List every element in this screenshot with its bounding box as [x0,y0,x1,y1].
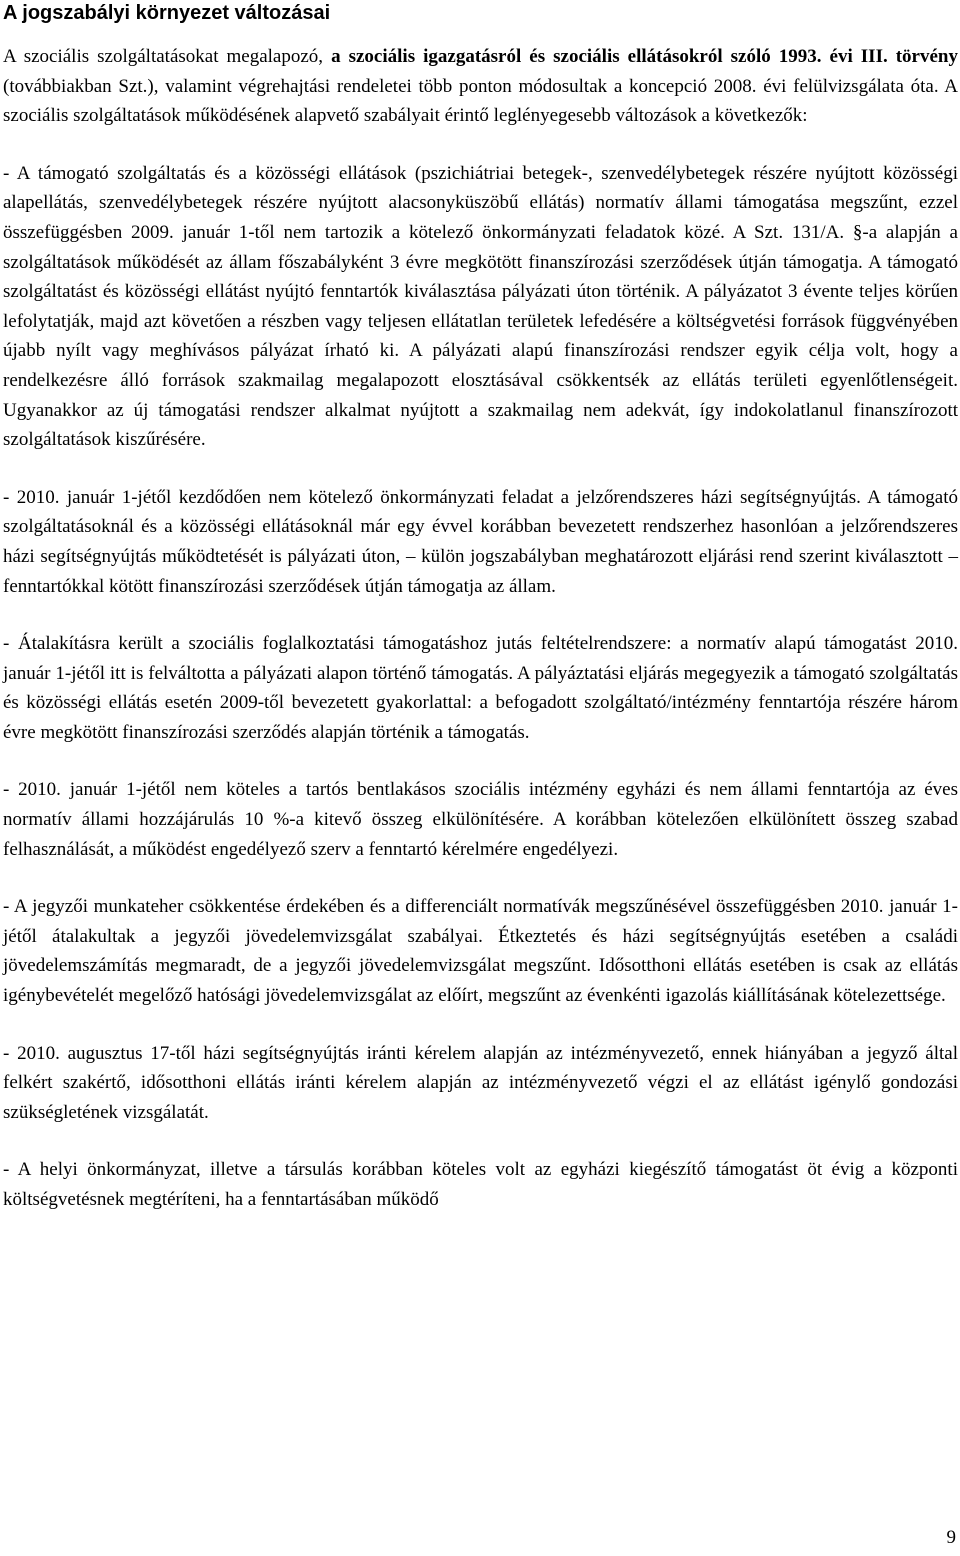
intro-law-title: a szociális igazgatásról és szociális ellátásokról szóló 1993. évi III. törvény [331,46,958,67]
document-page [3,0,958,1215]
change-item-signal-system: - 2010. január 1-jétől kezdődően nem kötelező önkormányzati feladat a jelzőrendszeres házi segítségnyújtás. A támogató szolgáltatásoknál és a közösségi ellátásoknál már egy évvel korábban bevezetett rendszerhez hasonlóan a jelzőrendszeres házi segítségnyújtás működtetését is pályázati úton, – külön jogszabályban meghatározott eljárási rend szerint kiválasztott – fenntartókkal kötött finanszírozási szerződések útján támogatja az állam. [3,486,958,597]
change-item-income-assessment: - A jegyzői munkateher csökkentése érdekében és a differenciált normatívák megszűnésével összefüggésben 2010. január 1-jétől átalakultak a jegyzői jövedelemvizsgálat szabályai. Étkeztetés és házi segítségnyújtás esetében a családi jövedelemszámítás megmaradt, de a jegyzői jövedelemvizsgálat megszűnt. Idősotthoni ellátás esetében is csak az ellátás igénybevételét megelőző hatósági jövedelemvizsgálat az előírt, megszűnt az évenkénti igazolás kiállításának kötelezettsége. [3,896,958,1007]
change-item-church-support: - A helyi önkormányzat, illetve a társulás korábban köteles volt az egyházi kiegészítő támogatást öt évig a központi költségvetésnek megtéríteni, ha a fenntartásában működő [3,1159,958,1210]
change-item-social-employment: - Átalakításra került a szociális foglalkoztatási támogatáshoz jutás feltételrendszere: a normatív alapú támogatást 2010. január 1-jétől itt is felváltotta a pályázati alapon történő támogatás. A pályáztatási eljárás megegyezik a támogató szolgáltatás és közösségi ellátás esetén 2009-től bevezetett gyakorlattal: a befogadott szolgáltató/intézmény fenntartója részére három évre megkötött finanszírozási szerződés alapján történik a támogatás. [3,633,958,743]
change-item-residential-institutions: - 2010. január 1-jétől nem köteles a tartós bentlakásos szociális intézmény egyházi és nem állami fenntartója az éves normatív állami hozzájárulás 10 %-a kitevő összeg elkülönítésére. A korábban kötelezően elkülönített összeg szabad felhasználását, a működést engedélyező szerv a fenntartó kérelmére engedélyezi. [3,779,958,860]
section-heading: A jogszabályi környezet változásai [3,2,331,24]
intro-paragraph [3,42,958,131]
intro-text-start: A szociális szolgáltatásokat megalapozó, [3,46,332,67]
page-number: 9 [946,1527,956,1548]
intro-text-end: (továbbiakban Szt.), valamint végrehajtási rendeletei több ponton módosultak a koncepció 2008. évi felülvizsgálata óta. A szociális szolgáltatások működésének alapvető szabályait érintő leglényegesebb változások a következők: [3,75,958,127]
change-item-support-services: - A támogató szolgáltatás és a közösségi ellátások (pszichiátriai betegek-, szenvedélybetegek részére nyújtott közösségi alapellátás, szenvedélybetegek részére nyújtott alacsonyküszöbű ellátás) normatív állami támogatása megszűnt, ezzel összefüggésben 2009. január 1-től nem tartozik a kötelező önkormányzati feladatok közé. A Szt. 131/A. §-a alapján a szolgáltatások működését az állam főszabályként 3 évre megkötött finanszírozási szerződések útján támogatja. A támogató szolgáltatást és közösségi ellátást nyújtó fenntartók kiválasztása pályázati úton történik. A pályázatot 3 évente teljes körűen lefolytatják, majd azt követően a részben vagy teljesen ellátatlan területek lefedésére a költségvetési források függvényében újabb nyílt vagy meghívásos pályázat írható ki. A pályázati alapú finanszírozási rendszer egyik célja volt, hogy a rendelkezésre álló források szakmailag megalapozott elosztásával csökkentsék az ellátás területi egyenlőtlenségeit. Ugyanakkor az új támogatási rendszer alkalmat nyújtott a szakmailag nem adekvát, így indokolatlanul finanszírozott szolgáltatások kiszűrésére. [3,162,958,451]
change-item-care-needs: - 2010. augusztus 17-től házi segítségnyújtás iránti kérelem alapján az intézményvezető, ennek hiányában a jegyző által felkért szakértő, idősotthoni ellátás iránti kérelem alapján az intézményvezető végzi el az ellátást igénylő gondozási szükségletének vizsgálatát. [3,1042,958,1123]
